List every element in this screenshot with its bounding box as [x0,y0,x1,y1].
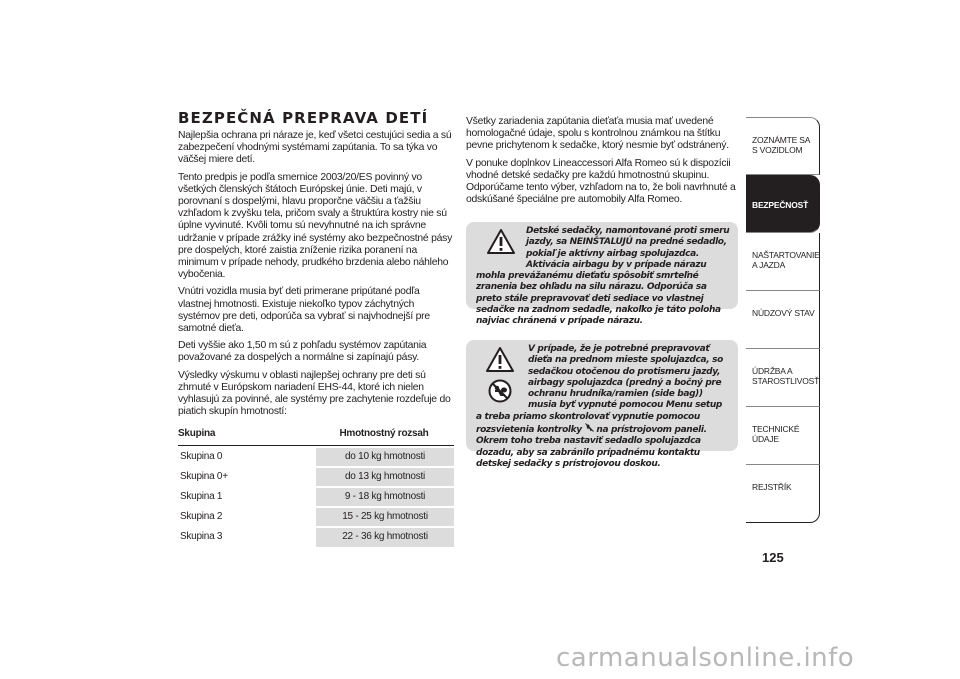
group-cell: Skupina 1 [180,491,223,503]
table-row [178,468,454,486]
page-number: 125 [762,550,784,565]
table-row [178,528,454,546]
warning-triangle-icon [486,228,516,259]
warning-light-icon [585,425,597,435]
warning-text: Detské sedačky, namontované proti smeru jazdy, sa NEINŠTALUJÚ na predné sedadlo, pokiaľ je aktívny airbag spolujazdca. Aktivácia airbagu by v prípade nárazu mohla prevážanému dieťaťu spôsobiť smrteľné zranenia bez ohľadu na silu nárazu. Odporúča sa preto stále prepravovať deti sediace vo vlastnej sedačke na zadnom sedadle, nakoľko je táto poloha najviac chránená v prípade nárazu. [476,226,730,327]
paragraph: Výsledky výskumu v oblasti najlepšej ochrany pre deti sú zhrnuté v Európskom nariadení EHS-44, ktoré ich nielen vyhlasujú za povinné, ale systémy pre zachytenie rozdeľuje do piatich skupín hmotností: [178,369,451,418]
weight-cell: 9 - 18 kg hmotnosti [316,488,454,506]
weight-cell: do 10 kg hmotnosti [316,448,454,466]
warning-text: V prípade, že je potrebné prepravovať dieťa na prednom mieste spolujazdca, so sedačkou otočenou do protismeru jazdy, airbagy spolujazdca (predný a bočný pre ochranu hrudníka/ramien (side bag)) musia byť vypnuté pomocou Menu setup a treba priamo skontrolovať vypnutie pomocou rozsvietenia kontrolky [476,344,723,436]
group-cell: Skupina 0+ [180,470,228,482]
right-column [466,116,740,211]
group-cell: Skupina 3 [180,531,223,543]
section-tabs [746,117,820,523]
paragraph: Tento predpis je podľa smernice 2003/20/ES povinný vo všetkých členských štátoch Európskej únie. Deti majú, v porovnaní s dospelými, hlavu proporčne väčšiu a ťažšiu vzhľadom k zvyšku tela, pričom svaly a štruktúra kostry nie sú úplne vyvinuté. Kvôli tomu sú nevyhnutné na ich správne udržanie v prípade zrážky iné systémy ako bezpečnostné pásy pre dospelých, ktoré zaistia zníženie rizika poranení na minimum v prípade nehody, prudkého brzdenia alebo náhleho vybočenia. [178,171,453,281]
airbag-off-icon [476,379,524,403]
weight-cell: 22 - 36 kg hmotnosti [316,528,454,546]
warning-triangle-icon [476,346,524,373]
paragraph: Najlepšia ochrana pri náraze je, keď všetci cestujúci sedia a sú zabezpečení vhodnými systémami zapútania. To sa týka vo väčšej miere detí. [178,130,452,166]
tab-nastartovanie-a-jazda[interactable]: NAŠTARTOVANIE A JAZDA [746,233,820,291]
tab-bezpecnost[interactable]: BEZPEČNOSŤ [746,175,820,233]
weight-cell: do 13 kg hmotnosti [316,468,454,486]
paragraph: Deti vyššie ako 1,50 m sú z pohľadu systémov zapútania považované za dospelých a normálne si zapínajú pásy. [178,340,427,364]
table-row [178,508,454,526]
weight-cell: 15 - 25 kg hmotnosti [316,508,454,526]
group-cell: Skupina 2 [180,511,223,523]
watermark: carmanualsonline.info [556,643,855,673]
tab-udrzba-a-starostlivost[interactable]: ÚDRŽBA A STAROSTLIVOSŤ [746,349,820,407]
left-column [178,130,454,549]
warning-note-front-seat [466,340,738,469]
paragraph: V ponuke doplnkov Lineaccessori Alfa Romeo sú k dispozícii vhodné detské sedačky pre každú hmotnostnú skupinu. Odporúčame tento výber, vzhľadom na to, že boli navrhnuté a odskúšané špeciálne pre automobily Alfa Romeo. [466,157,736,206]
weight-groups-table [178,423,454,548]
warning-text: na prístrojovom paneli. Okrem toho treba nastaviť sedadlo spolujazdca dozadu, aby sa zabránilo prípadnému kontaktu detskej sedačky s prístrojovou doskou. [476,425,707,469]
warning-note-rear-facing-seat [466,222,738,327]
tab-zoznamte-sa-s-vozidlom[interactable]: ZOZNÁMTE SA S VOZIDLOM [746,117,820,175]
tab-rejstrik[interactable]: REJSTŘÍK [746,465,820,523]
page-title: BEZPEČNÁ PREPRAVA DETÍ [178,109,429,127]
group-cell: Skupina 0 [180,450,223,462]
table-row [178,448,454,466]
paragraph: Vnútri vozidla musia byť deti primerane pripútané podľa vlastnej hmotnosti. Existuje niekoľko typov záchytných systémov pre deti, odporúča sa vybrať si najvhodnejší pre samotné dieťa. [178,286,430,335]
paragraph: Všetky zariadenia zapútania dieťaťa musia mať uvedené homologačné údaje, spolu s kontrolnou známkou na štítku pevne prichytenom k sedačke, ktorý nesmie byť odstránený. [466,116,729,152]
table-row [178,488,454,506]
tab-nudzovy-stav[interactable]: NÚDZOVÝ STAV [746,291,820,349]
table-header: Skupina [178,425,316,445]
table-header: Hmotnostný rozsah [316,425,454,445]
tab-technicke-udaje[interactable]: TECHNICKÉ ÚDAJE [746,407,820,465]
